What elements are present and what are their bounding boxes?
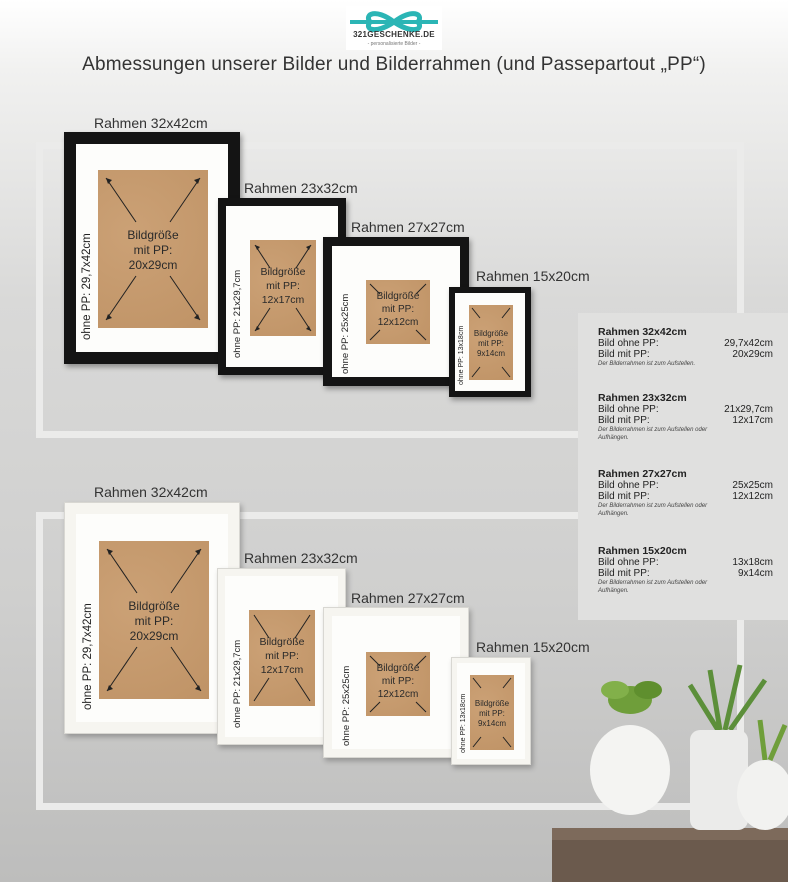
picture-size-sub: mit PP: <box>381 676 415 687</box>
picture-size-heading: Bildgröße <box>127 228 179 242</box>
frame-label: Rahmen 15x20cm <box>476 268 590 284</box>
info-label: Bild ohne PP: <box>598 557 659 568</box>
picture-area <box>470 675 514 750</box>
size-without-pp: ohne PP: 25x25cm <box>340 293 351 374</box>
passepartout <box>225 576 338 737</box>
size-without-pp: ohne PP: 25x25cm <box>341 665 352 746</box>
picture-size-sub: mit PP: <box>381 304 415 315</box>
passepartout <box>76 514 228 722</box>
picture-size-value: 9x14cm <box>477 719 506 728</box>
frame-label: Rahmen 23x32cm <box>244 550 358 566</box>
passepartout <box>332 246 460 377</box>
info-label: Bild ohne PP: <box>598 480 659 491</box>
picture-size-value: 12x17cm <box>260 664 304 676</box>
picture-size-value: 12x12cm <box>377 689 419 700</box>
info-block <box>598 545 773 595</box>
black-frame-27x27 <box>323 237 469 386</box>
picture-size-heading: Bildgröße <box>128 599 180 613</box>
info-label: Bild mit PP: <box>598 568 650 579</box>
picture-area <box>250 240 316 336</box>
white-frame-32x42 <box>64 502 240 734</box>
picture-size-sub: mit PP: <box>266 280 300 292</box>
picture-size-sub: mit PP: <box>134 614 174 628</box>
picture-size-sub: mit PP: <box>479 709 505 718</box>
size-without-pp: ohne PP: 21x29,7cm <box>232 639 243 728</box>
size-without-pp: ohne PP: 29,7x42cm <box>82 603 94 710</box>
picture-size-heading: Bildgröße <box>260 266 306 278</box>
info-value: 9x14cm <box>737 568 773 579</box>
info-label: Bild ohne PP: <box>598 338 659 349</box>
info-label: Bild mit PP: <box>598 415 650 426</box>
size-without-pp: ohne PP: 29,7x42cm <box>81 233 93 340</box>
info-value: 20x29cm <box>732 349 773 360</box>
picture-size-value: 9x14cm <box>476 349 505 358</box>
black-frame-15x20 <box>449 287 531 397</box>
picture-area <box>366 280 430 344</box>
frame-label: Rahmen 15x20cm <box>476 639 590 655</box>
frame-label: Rahmen 32x42cm <box>94 115 208 131</box>
info-title: Rahmen 23x32cm <box>598 392 687 404</box>
dimensions-info-panel <box>578 313 788 620</box>
info-note: Der Bilderrahmen ist zum Aufstellen oder Aufhängen. <box>598 580 708 594</box>
picture-size-sub: mit PP: <box>133 243 173 257</box>
info-value: 13x18cm <box>732 557 773 568</box>
picture-size-value: 12x12cm <box>377 317 419 328</box>
vase-icon <box>590 725 788 830</box>
white-frame-27x27 <box>323 607 469 758</box>
picture-area <box>469 305 513 380</box>
picture-area <box>99 541 209 699</box>
frame-label: Rahmen 27x27cm <box>351 219 465 235</box>
picture-size-value: 20x29cm <box>128 258 178 272</box>
picture-size-sub: mit PP: <box>265 650 299 662</box>
info-value: 29,7x42cm <box>724 338 773 349</box>
white-frame-15x20 <box>451 657 531 765</box>
picture-area <box>249 610 315 706</box>
info-value: 25x25cm <box>732 480 773 491</box>
info-value: 12x12cm <box>732 491 773 502</box>
passepartout <box>455 293 525 391</box>
info-label: Bild ohne PP: <box>598 404 659 415</box>
picture-size-heading: Bildgröße <box>376 663 420 674</box>
info-note: Der Bilderrahmen ist zum Aufstellen oder Aufhängen. <box>598 503 708 517</box>
info-note: Der Bilderrahmen ist zum Aufstellen oder Aufhängen. <box>598 427 708 441</box>
black-frame-32x42 <box>64 132 240 364</box>
frame-label: Rahmen 23x32cm <box>244 180 358 196</box>
size-without-pp: ohne PP: 13x18cm <box>460 693 467 753</box>
size-without-pp: ohne PP: 21x29,7cm <box>232 269 243 358</box>
passepartout <box>226 206 338 367</box>
frame-label: Rahmen 32x42cm <box>94 484 208 500</box>
info-title: Rahmen 15x20cm <box>598 545 687 557</box>
picture-size-value: 20x29cm <box>129 629 179 643</box>
info-label: Bild mit PP: <box>598 349 650 360</box>
picture-size-sub: mit PP: <box>478 339 504 348</box>
info-block <box>598 468 773 518</box>
page-title: Abmessungen unserer Bilder und Bilderrahmen (und Passepartout „PP“) <box>82 54 706 75</box>
passepartout <box>332 616 460 749</box>
picture-size-heading: Bildgröße <box>259 636 305 648</box>
info-note: Der Bilderrahmen ist zum Aufstellen. <box>598 361 696 367</box>
info-title: Rahmen 27x27cm <box>598 468 687 480</box>
info-block <box>598 392 773 442</box>
logo-subtitle: - personalisierte Bilder - <box>367 41 421 47</box>
info-label: Bild mit PP: <box>598 491 650 502</box>
size-without-pp: ohne PP: 13x18cm <box>458 325 465 385</box>
picture-size-value: 12x17cm <box>261 294 305 306</box>
passepartout <box>76 144 228 352</box>
passepartout <box>457 663 525 759</box>
picture-size-heading: Bildgröße <box>473 329 509 338</box>
frame-label: Rahmen 27x27cm <box>351 590 465 606</box>
plant-vases-decoration <box>560 660 788 835</box>
logo-text: 321GESCHENKE.DE <box>353 30 435 39</box>
info-title: Rahmen 32x42cm <box>598 326 687 338</box>
info-block <box>598 326 773 368</box>
info-value: 21x29,7cm <box>724 404 773 415</box>
picture-area <box>98 170 208 328</box>
picture-size-heading: Bildgröße <box>376 291 420 302</box>
picture-size-heading: Bildgröße <box>474 699 510 708</box>
info-value: 12x17cm <box>732 415 773 426</box>
picture-area <box>366 652 430 716</box>
